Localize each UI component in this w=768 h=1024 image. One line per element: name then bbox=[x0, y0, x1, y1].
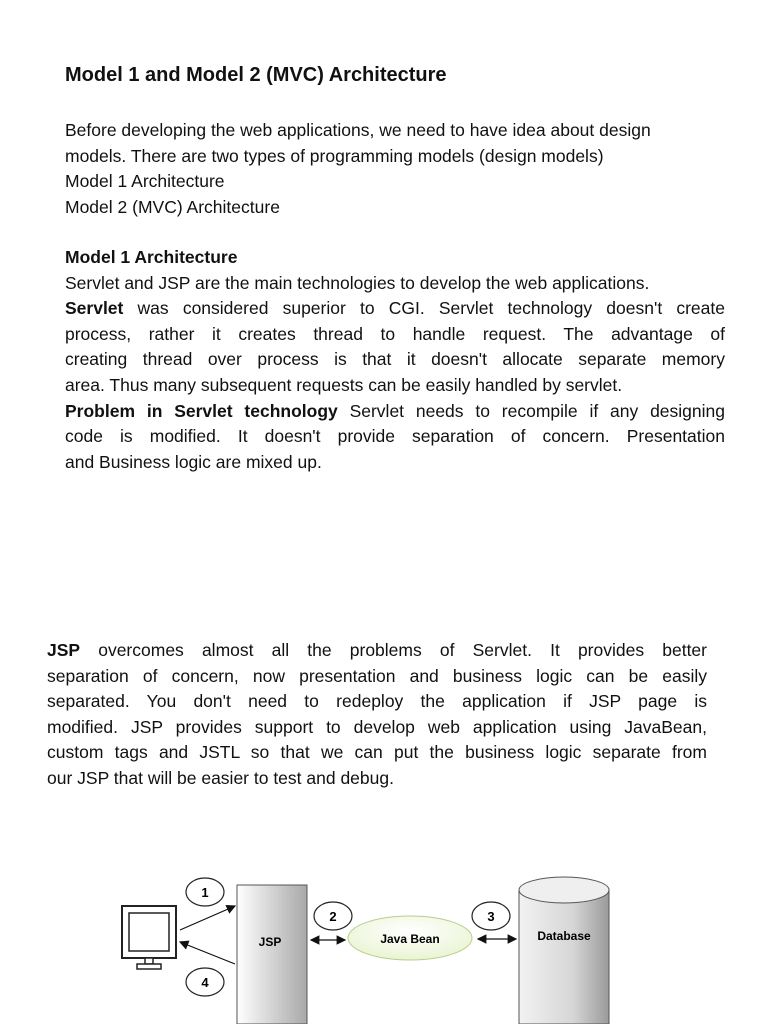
java-bean-label: Java Bean bbox=[380, 932, 440, 946]
body-line: creating thread over process is that it doesn't allocate separate memory bbox=[65, 349, 725, 370]
step-2-label: 2 bbox=[329, 909, 337, 924]
body-line: separation of concern, now presentation and business logic can be easily bbox=[47, 665, 707, 686]
java-bean-node bbox=[348, 916, 472, 960]
body-line bbox=[65, 399, 725, 425]
body-line: code is modified. It doesn't provide separation of concern. Presentation bbox=[65, 426, 725, 447]
body-line: process, rather it creates thread to handle request. The advantage of bbox=[65, 323, 725, 344]
request-arrow bbox=[180, 906, 235, 930]
intro-line: models. There are two types of programming models (design models) bbox=[65, 145, 604, 166]
servlet-term: Servlet bbox=[65, 298, 124, 319]
model1-section bbox=[65, 245, 725, 475]
body-line: separated. You don't need to redeploy the application if JSP page is bbox=[47, 691, 707, 712]
body-text: Servlet needs to recompile if any designing bbox=[337, 400, 725, 421]
jsp-paragraph bbox=[47, 638, 707, 792]
body-line bbox=[65, 296, 725, 322]
step-1-badge bbox=[186, 878, 224, 906]
step-4-label: 4 bbox=[201, 975, 209, 990]
page-title: Model 1 and Model 2 (MVC) Architecture bbox=[65, 64, 447, 86]
section-heading bbox=[65, 245, 725, 271]
body-line: Servlet and JSP are the main technologies to develop the web applications. bbox=[65, 272, 650, 293]
body-text: was considered superior to CGI. Servlet technology doesn't create bbox=[123, 298, 725, 319]
body-text: overcomes almost all the problems of Servlet. It provides better bbox=[80, 640, 707, 660]
problem-term: Problem in Servlet technology bbox=[65, 400, 338, 421]
intro-list-item: Model 1 Architecture bbox=[65, 171, 225, 192]
body-line bbox=[47, 638, 707, 664]
body-line: area. Thus many subsequent requests can be easily handled by servlet. bbox=[65, 374, 623, 395]
step-4-badge bbox=[186, 968, 224, 996]
intro-paragraph bbox=[65, 118, 725, 220]
database-cylinder bbox=[519, 877, 609, 1024]
intro-list-item: Model 2 (MVC) Architecture bbox=[65, 196, 280, 217]
intro-line: Before developing the web applications, we need to have idea about design bbox=[65, 120, 651, 140]
computer-icon bbox=[122, 906, 176, 969]
section-heading-text: Model 1 Architecture bbox=[65, 247, 238, 267]
jsp-term: JSP bbox=[47, 640, 81, 660]
body-line: our JSP that will be easier to test and debug. bbox=[47, 767, 394, 788]
step-3-label: 3 bbox=[487, 909, 495, 924]
step-1-label: 1 bbox=[201, 885, 209, 900]
jsp-box bbox=[237, 885, 307, 1024]
body-line: modified. JSP provides support to develop web application using JavaBean, bbox=[47, 716, 707, 737]
model1-architecture-diagram bbox=[0, 850, 768, 1024]
database-label: Database bbox=[537, 929, 591, 943]
response-arrow bbox=[180, 942, 235, 964]
body-line: and Business logic are mixed up. bbox=[65, 451, 322, 472]
step-2-badge bbox=[314, 902, 352, 930]
jsp-label: JSP bbox=[258, 935, 282, 949]
body-line: custom tags and JSTL so that we can put the business logic separate from bbox=[47, 742, 707, 763]
step-3-badge bbox=[472, 902, 510, 930]
